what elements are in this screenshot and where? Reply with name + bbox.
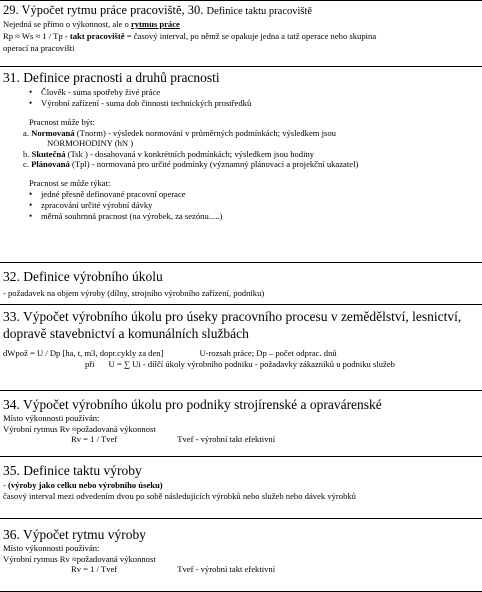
text: Tvef - výrobní takt efektivní (177, 434, 276, 445)
text-line: Místo výkonnosti používán: (3, 413, 100, 423)
text-line: Pracnost může být: (29, 117, 95, 127)
formula: Rv = 1 / Tvef (71, 564, 118, 575)
list-item: • Člověk - suma spotřeby živé práce (41, 87, 479, 98)
section-36 (0, 518, 482, 592)
formula-line (3, 359, 479, 370)
text-line: operací na pracovišti (3, 43, 75, 54)
text-line (3, 19, 479, 30)
section-35 (0, 456, 482, 518)
text-line: Výrobní rytmus Rv ≈požadovaná výkonnost (3, 553, 156, 564)
bold-underlined-term: rytmus práce (130, 19, 180, 29)
heading-main: 29. Výpočet rytmu práce pracoviště, 30. (3, 3, 204, 17)
formula-line (3, 434, 479, 445)
text-line: Místo výkonnosti používán: (3, 543, 100, 553)
bold-term: takt pracoviště (69, 30, 125, 41)
text: Nejedná se přímo o výkonnost, ale o (3, 19, 131, 29)
section-heading (3, 3, 479, 19)
bold-term: (výroby jako celku nebo výrobního úseku) (8, 480, 163, 490)
text: = časový interval, po němž se opakuje jedna a tatž operace nebo skupina (124, 30, 377, 41)
text-line (3, 31, 479, 42)
text: U-rozsah práce; Dp – počet odprac. dnů (199, 348, 337, 358)
bold-term: Plánovaná (31, 159, 70, 170)
section-heading: 36. Výpočet rytmu výroby (3, 527, 146, 542)
text-line (3, 480, 479, 491)
formula: Rv = 1 / Tvef (71, 434, 118, 445)
text-line: NORMOHODINY (hN ) (47, 138, 134, 149)
bold-term: Skutečná (31, 148, 66, 159)
formula: Rp ≈ Ws ≈ 1 / Tp - (3, 30, 70, 41)
text: Tvef - výrobní takt efektivní (177, 564, 276, 575)
section-heading: 33. Výpočet výrobního úkolu pro úseky pracovního procesu v zemědělství, lesnictví, dopravě stavebnictví a komunálních službách (3, 309, 462, 341)
text-line: Pracnost se může týkat: (29, 177, 111, 188)
text: - (3, 480, 9, 490)
formula-line (3, 348, 479, 359)
section-34 (0, 390, 482, 456)
section-heading: 34. Výpočet výrobního úkolu pro podniky strojírenské a opravárenské (3, 397, 382, 412)
list-item: • Výrobní zařízení - suma dob činnosti technických prostředků (41, 98, 479, 109)
section-heading: 31. Definice pracnosti a druhů pracnosti (3, 70, 220, 85)
section-29-30 (0, 0, 482, 66)
text: a. (23, 127, 32, 138)
section-heading: 32. Definice výrobního úkolu (3, 269, 163, 284)
text: při (85, 358, 95, 369)
heading-small: Definice taktu pracoviště (206, 6, 313, 17)
text: (Tpl) - normovaná pro určité podmínky (významný plánovací a projekční ukazatel) (69, 159, 359, 170)
formula-line (3, 564, 479, 575)
text-line: Výrobní rytmus Rv ≈požadovaná výkonnost (3, 423, 156, 434)
list-item: • zpracování určité výrobní dávky (41, 200, 479, 211)
formula: dWpož = U / Dp [ha, t, m3, dopr.cykly za den] (3, 348, 164, 358)
list-item: • měrná souhrnná pracnost (na výrobek, za sezónu.....) (41, 211, 479, 222)
text-line: časový interval mezi odvedením dvou po sobě následujících výrobků nebo služeb nebo dávek výrobků (3, 490, 356, 501)
text: (Tnorm) - výsledek normování v průměrných podmínkách; výsledkem jsou (74, 127, 336, 138)
section-33 (0, 304, 482, 390)
formula: U = ∑ Ui - dílčí úkoly výrobního podniku - požadavky zákazníků u podniku služeb (108, 358, 395, 369)
bullet-list (3, 189, 479, 222)
text-line: - požadavek na objem výroby (dílny, strojního výrobního zařízení, podniku) (3, 288, 265, 298)
list-item (3, 159, 479, 170)
section-heading: 35. Definice taktu výroby (3, 463, 142, 478)
section-32 (0, 262, 482, 304)
text: (Tsk ) - dosahovaná v konkrétních podmínkách; výsledkem jsou hodiny (65, 148, 315, 159)
text: c. (23, 159, 32, 170)
list-item (3, 128, 479, 139)
list-item (3, 149, 479, 160)
bullet-list (3, 87, 479, 109)
text: b. (23, 148, 32, 159)
list-item: • jedné přesně definované pracovní operace (41, 189, 479, 200)
bold-term: Normovaná (31, 127, 75, 138)
section-31 (0, 66, 482, 262)
